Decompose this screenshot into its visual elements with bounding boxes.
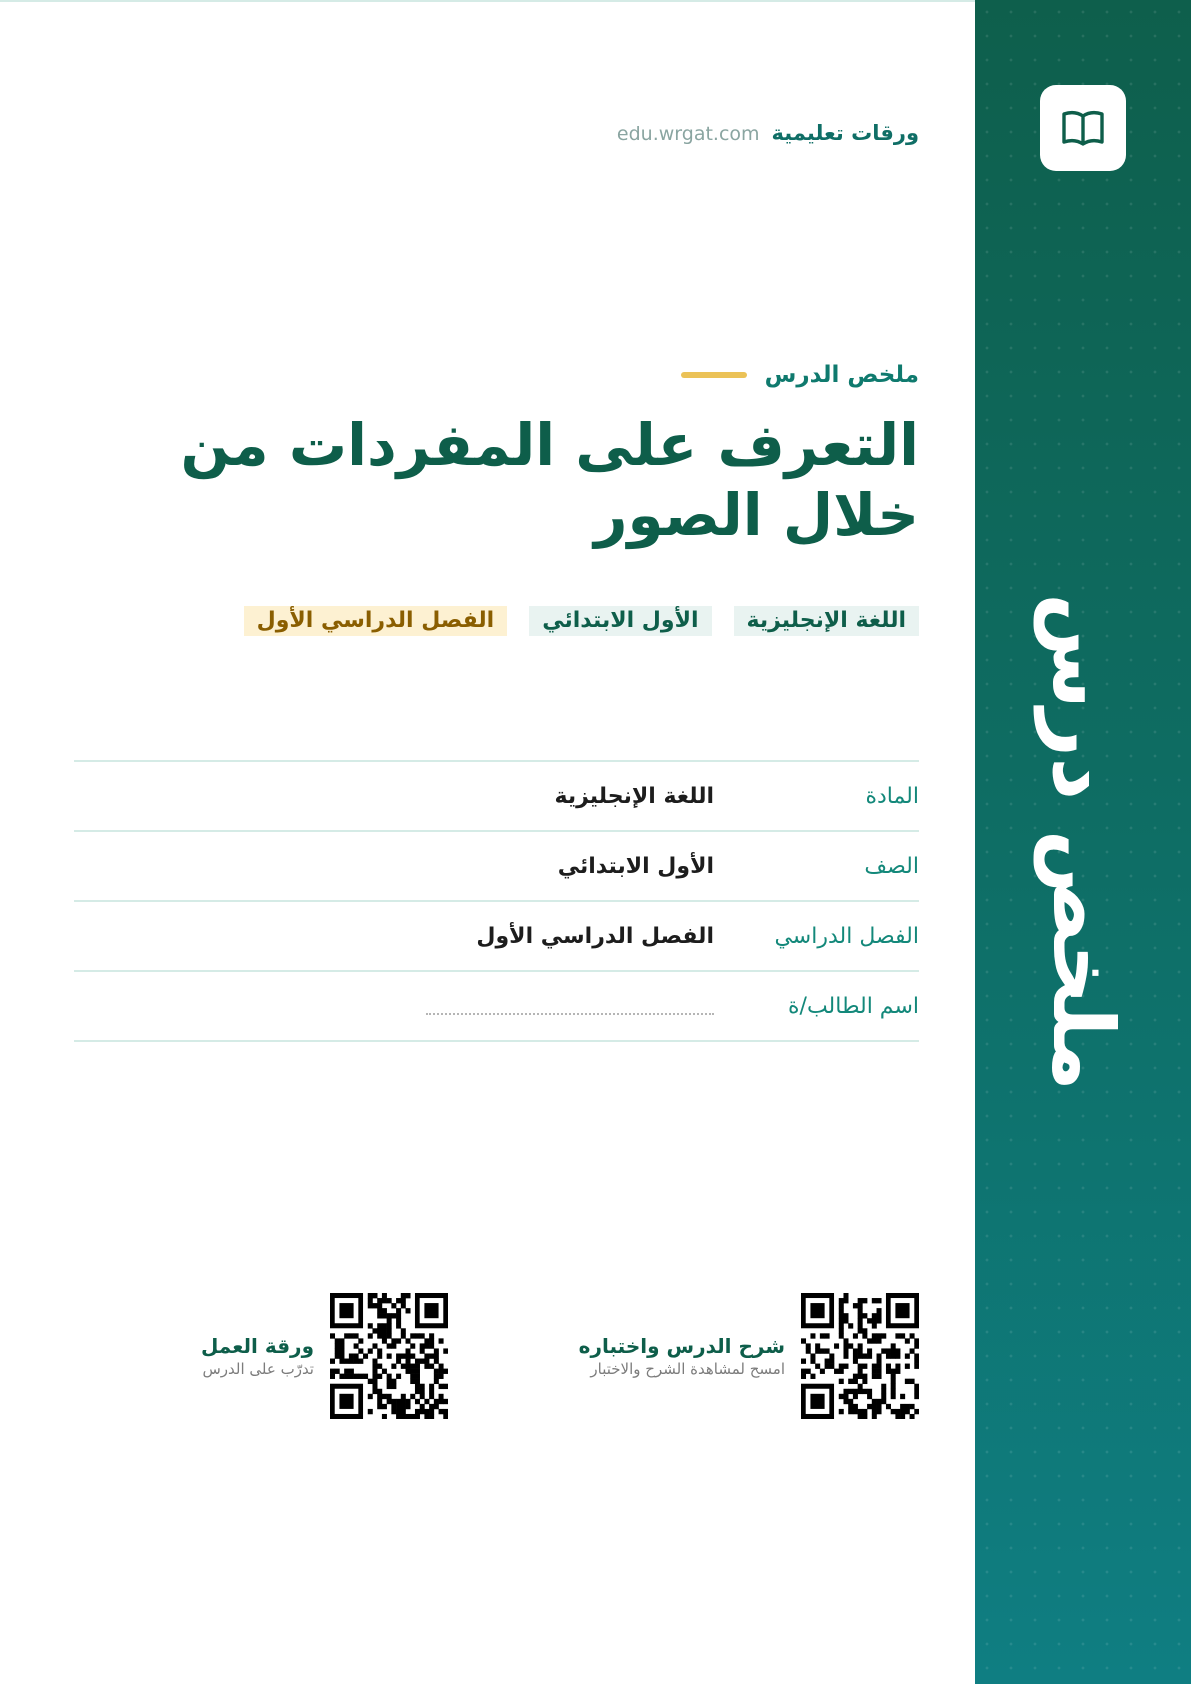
brand-header — [617, 121, 919, 145]
info-label: اسم الطالب/ة — [788, 993, 919, 1019]
section-eyebrow — [681, 362, 919, 388]
tag-semester: الفصل الدراسي الأول — [244, 606, 508, 636]
info-value: اللغة الإنجليزية — [554, 783, 714, 809]
qr-code-icon[interactable] — [801, 1293, 919, 1419]
tag-grade: الأول الابتدائي — [529, 606, 711, 636]
qr-title: ورقة العمل — [200, 1334, 314, 1358]
sidebar-title: ملخص درس — [1034, 592, 1132, 1092]
info-row-student-name — [74, 970, 919, 1042]
info-row-grade — [74, 830, 919, 900]
qr-subtitle: تدرّب على الدرس — [202, 1360, 314, 1378]
sidebar-band — [975, 0, 1191, 1684]
qr-block-lesson — [579, 1293, 919, 1419]
qr-code-icon[interactable] — [330, 1293, 448, 1419]
brand-url[interactable]: edu.wrgat.com — [616, 123, 760, 145]
brand-name: ورقات تعليمية — [771, 121, 919, 145]
student-name-field[interactable] — [426, 1013, 714, 1015]
qr-caption — [579, 1333, 785, 1379]
logo-badge — [1040, 85, 1126, 171]
info-label: المادة — [865, 783, 919, 809]
qr-block-worksheet — [201, 1293, 448, 1419]
eyebrow-label: ملخص الدرس — [764, 362, 919, 388]
qr-title: شرح الدرس واختباره — [578, 1334, 785, 1358]
tag-list — [244, 606, 919, 636]
info-value: الأول الابتدائي — [557, 853, 714, 879]
info-row-semester — [74, 900, 919, 970]
eyebrow-accent-line — [681, 372, 747, 378]
tag-subject: اللغة الإنجليزية — [734, 606, 920, 636]
qr-subtitle: امسح لمشاهدة الشرح والاختبار — [590, 1360, 785, 1378]
info-value: الفصل الدراسي الأول — [476, 923, 714, 949]
info-label: الصف — [864, 853, 919, 879]
info-label: الفصل الدراسي — [774, 923, 919, 949]
top-border — [0, 0, 975, 2]
qr-caption — [201, 1333, 314, 1379]
open-book-icon — [1060, 108, 1106, 148]
info-table — [74, 760, 919, 1042]
info-row-subject — [74, 760, 919, 830]
lesson-title: التعرف على المفردات من خلال الصور — [180, 411, 919, 549]
